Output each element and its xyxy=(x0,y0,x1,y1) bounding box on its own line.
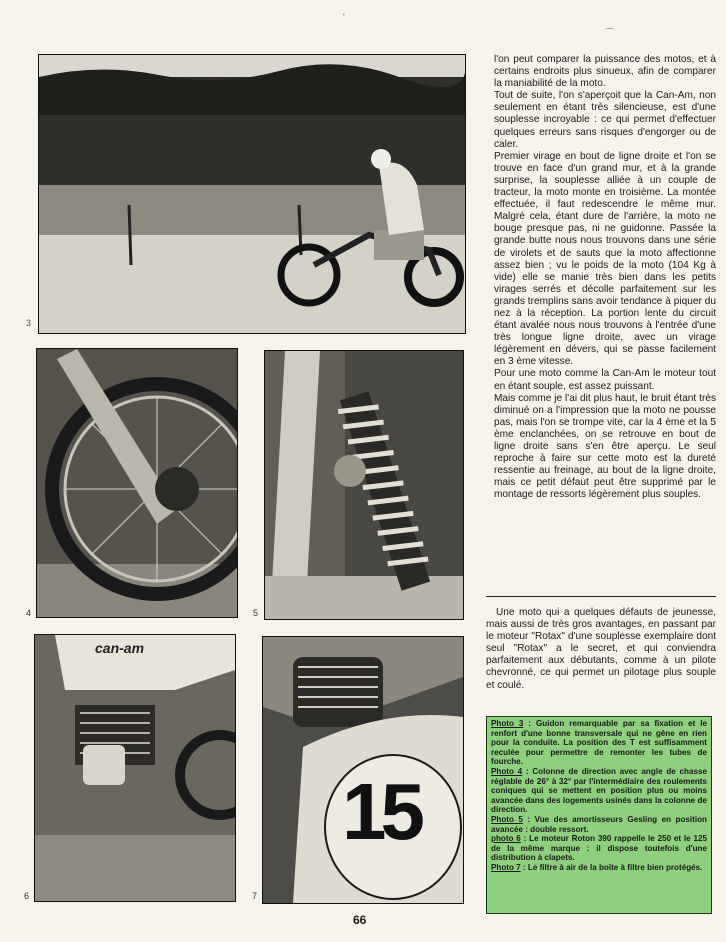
caption-label: Photo 4 xyxy=(491,766,523,776)
conclusion-text xyxy=(486,607,716,692)
caption-label: photo 6 xyxy=(491,834,521,844)
caption-photo-7 xyxy=(491,863,707,873)
page-number: 66 xyxy=(353,913,367,927)
article-paragraph: Mais comme je l'ai dit plus haut, le bruit étant très diminué on a l'impression que la moto ne pousse pas, mais l'on se trompe vite, car la 4 ème et la 5 ème enclanchées, on se retrouve en bout de ligne droite sans s'en être aperçu. Le seul reproche à faire sur cette moto est la dureté ressentie au freinage, au bout de la ligne droite, mais ce petit défaut peut être supprimé par le montage de ressorts légèrement plus souples. xyxy=(494,392,716,501)
article-main-text xyxy=(494,54,716,501)
caption-label: Photo 3 xyxy=(491,719,524,728)
photo-rider-field xyxy=(38,54,466,334)
figure-number-6: 6 xyxy=(24,891,30,901)
left-margin-mark: 3 xyxy=(26,318,32,328)
article-paragraph: Tout de suite, l'on s'aperçoit que la Can-Am, non seulement en étant très silencieuse, est d'une souplesse incroyable : ce qui permet d'effectuer quelques erreurs sans risques d'engorger ou de caler. xyxy=(494,90,716,150)
figure-number-7: 7 xyxy=(252,891,258,901)
race-number: 15 xyxy=(342,767,419,856)
caption-text: : Le filtre à air de la boîte à filtre bien protégés. xyxy=(520,862,703,872)
caption-text: : Colonne de direction avec angle de chasse réglable de 26° à 32° par l'intermédiaire des roulements coniques qui se mettent en position plus ou moins avancée dans des logements usinés dans la colonne de direction. xyxy=(491,766,707,815)
caption-label: Photo 5 xyxy=(491,814,523,824)
photo-captions-box xyxy=(486,716,712,914)
conclusion-paragraph: Une moto qui a quelques défauts de jeunesse, mais aussi de très gros avantages, en passant par le moteur "Rotax" d'une souplesse exemplaire dont seul "Rotax" a le secret, et qui conviendra parfaitement aux débutants, comme à un pilote chevronné, ce qui permet un pilotage plus souple et coulé. xyxy=(486,607,716,691)
caption-photo-5 xyxy=(491,815,707,834)
photo-front-wheel xyxy=(36,348,238,618)
article-paragraph: Pour une moto comme la Can-Am le moteur tout en étant souple, est assez puissant. xyxy=(494,368,716,392)
top-mark: ' xyxy=(343,12,345,22)
caption-label: Photo 7 xyxy=(491,862,521,872)
caption-photo-6 xyxy=(491,834,707,863)
figure-number-5: 5 xyxy=(253,608,259,618)
caption-photo-4 xyxy=(491,767,707,815)
caption-text: : Vue des amortisseurs Gesling en position avancée : double ressort. xyxy=(491,814,707,834)
figure-number-4: 4 xyxy=(26,608,32,618)
section-divider xyxy=(486,596,716,597)
article-paragraph: Premier virage en bout de ligne droite et l'on se trouve en face d'un grand mur, et à la grande surprise, la souplesse alliée à un couple de tracteur, la moto monte en troisième. La montée effectuée, il faut redescendre le même mur. Malgré cela, étant dure de l'arrière, la moto ne bouge presque pas, ni ne guidonne. Passée la grande butte nous nous trouvons dans une série de virolets et de sauts que la moto affectionne assez bien ; vu le poids de la moto (104 Kg à vide) elle se manie très bien dans les petits virages serrés et décolle parfaitement sur les grands tremplins sans avoir tendance à piquer du nez à la réception. La portion lente du circuit étant avalée nous nous trouvons à l'entrée d'une très longue ligne droite, avec un virage légèrement en dévers, qui se passe facilement en 3 ème vitesse. xyxy=(494,150,716,368)
caption-text: : Le moteur Roton 390 rappelle le 250 et le 125 de la même marque : il dispose toutefois d'une distribution à clapets. xyxy=(491,834,707,863)
caption-photo-3 xyxy=(491,719,707,767)
article-paragraph: l'on peut comparer la puissance des motos, et à certains endroits plus sinueux, afin de comparer la maniabilité de la moto. xyxy=(494,54,716,90)
tank-brand-label: can-am xyxy=(95,640,145,656)
caption-text: : Guidon remarquable par sa fixation et le renfort d'une bonne transversale qui ne gêne en rien pour la conduite. La position des T est suffisamment reculée pour permettre de remonter les tubes de fourche. xyxy=(491,719,707,767)
photo-shock-absorbers xyxy=(264,350,464,620)
top-right-mark: ⌒ xyxy=(605,28,615,38)
photo-engine xyxy=(34,634,236,902)
